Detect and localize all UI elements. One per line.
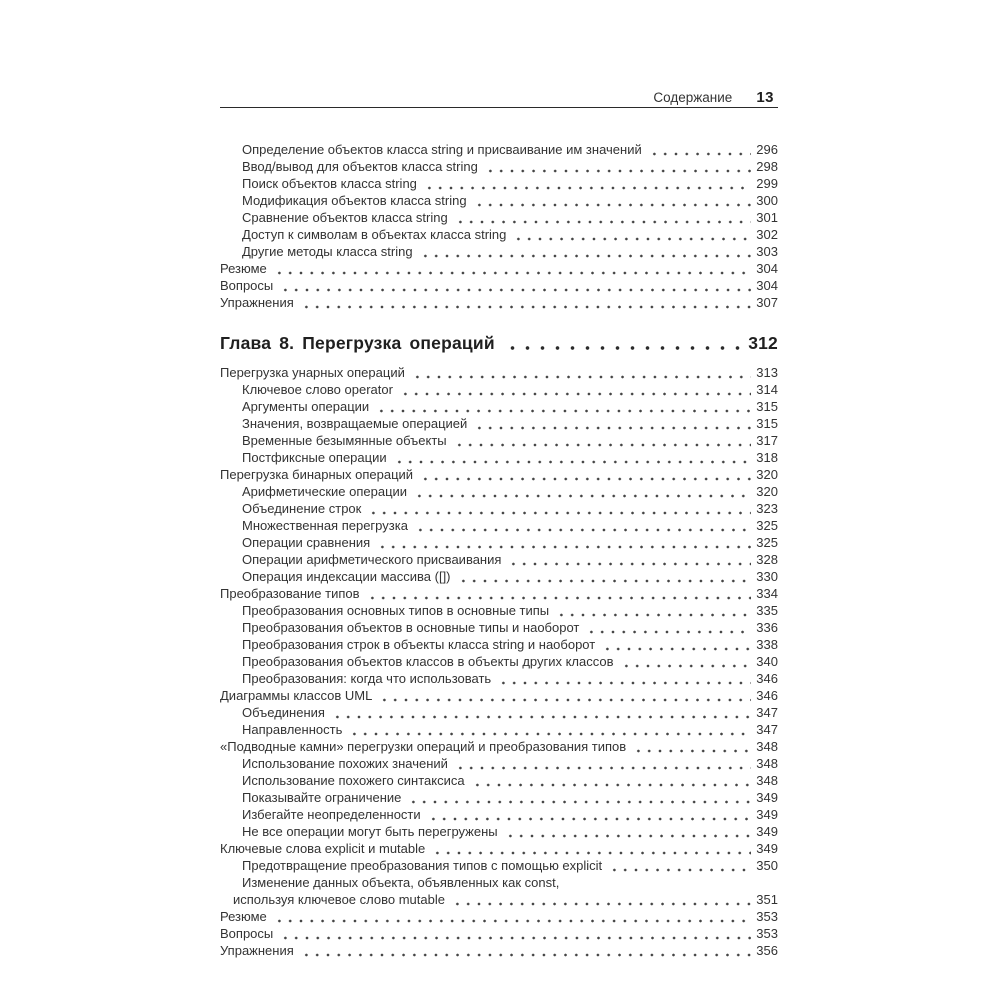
toc-entry-page: 303: [756, 244, 778, 259]
toc-entry-title: «Подводные камни» перегрузки операций и преобразования типов: [220, 739, 627, 754]
toc-entry-title: Направленность: [242, 722, 343, 737]
toc-entry: [220, 277, 778, 294]
toc-entry-title: Объединение строк: [242, 501, 362, 516]
toc-entry-page: 323: [756, 501, 778, 516]
toc-entry-title: Резюме: [220, 909, 267, 924]
dot-leader: [503, 332, 740, 354]
toc-entry: [220, 466, 778, 483]
toc-entry-page: 320: [756, 467, 778, 482]
toc-entry-title: Преобразования основных типов в основные типы: [242, 603, 550, 618]
toc-entry-page: 347: [756, 705, 778, 720]
dot-leader: [450, 891, 751, 908]
toc-entry-page: 296: [756, 142, 778, 157]
toc-entry: [220, 755, 778, 772]
dot-leader: [631, 738, 751, 755]
toc-entry-title: Вопросы: [220, 926, 274, 941]
header-page-number: 13: [756, 89, 774, 106]
toc-entry: [220, 857, 778, 874]
toc-entry-title: Операции арифметического присваивания: [242, 552, 502, 567]
toc-entry: [220, 534, 778, 551]
toc-entry-page: 315: [756, 399, 778, 414]
toc-entry: [220, 449, 778, 466]
dot-leader: [470, 772, 752, 789]
dot-leader: [472, 415, 751, 432]
toc-entry-page: 320: [756, 484, 778, 499]
dot-leader: [456, 568, 752, 585]
toc-entry-page: 351: [756, 892, 778, 907]
toc-entry-page: 313: [756, 365, 778, 380]
toc-entry: [220, 670, 778, 687]
toc-entry: [220, 738, 778, 755]
toc-entry: [220, 942, 778, 959]
toc-entry-title: Аргументы операции: [242, 399, 370, 414]
toc-entry-title: Сравнение объектов класса string: [242, 210, 448, 225]
toc-entry: [220, 432, 778, 449]
toc-entry-page: 349: [756, 824, 778, 839]
toc-entry: [220, 517, 778, 534]
toc-entry-page: 318: [756, 450, 778, 465]
toc-entry-page: 307: [756, 295, 778, 310]
toc-entry-page: 353: [756, 909, 778, 924]
header-section-label: Содержание: [653, 90, 733, 105]
toc-entry-title: Перегрузка унарных операций: [220, 365, 405, 380]
toc-entry-title: Модификация объектов класса string: [242, 193, 467, 208]
toc-entry-title: Упражнения: [220, 295, 294, 310]
dot-leader: [607, 857, 751, 874]
toc-entry: [220, 568, 778, 585]
dot-leader: [377, 687, 751, 704]
dot-leader: [426, 806, 752, 823]
toc-entry-title: Упражнения: [220, 943, 294, 958]
toc-entry-title: Поиск объектов класса string: [242, 176, 417, 191]
toc-entry: [220, 381, 778, 398]
toc-entry: [220, 840, 778, 857]
toc-entry-page: 346: [756, 688, 778, 703]
toc-entry: [220, 551, 778, 568]
toc-entry: [220, 209, 778, 226]
toc-entry-title: Не все операции могут быть перегружены: [242, 824, 498, 839]
dot-leader: [511, 226, 751, 243]
dot-leader: [272, 908, 752, 925]
toc-entry-title: Предотвращение преобразования типов с помощью explicit: [242, 858, 603, 873]
toc-entry: [220, 483, 778, 500]
toc-entry: [220, 687, 778, 704]
dot-leader: [365, 585, 752, 602]
toc-entry-page: 348: [756, 773, 778, 788]
toc-entry: [220, 141, 778, 158]
dot-leader: [374, 398, 751, 415]
toc-entry-page: 349: [756, 790, 778, 805]
toc-entry-page: 304: [756, 278, 778, 293]
toc-entry-page: 348: [756, 739, 778, 754]
dot-leader: [418, 466, 751, 483]
toc-entry-title: Множественная перегрузка: [242, 518, 408, 533]
toc-entry-title: Ключевое слово operator: [242, 382, 393, 397]
toc-entry-title: Операции сравнения: [242, 535, 371, 550]
dot-leader: [272, 260, 752, 277]
toc-entry: [220, 415, 778, 432]
toc-entry-page: 335: [756, 603, 778, 618]
chapter-title: Глава 8. Перегрузка операций: [220, 333, 495, 353]
toc-entry-title: Вопросы: [220, 278, 274, 293]
dot-leader: [503, 823, 752, 840]
toc-entry: [220, 908, 778, 925]
toc-entry-page: 298: [756, 159, 778, 174]
toc-entry-page: 348: [756, 756, 778, 771]
toc-entry-page: 325: [756, 518, 778, 533]
toc-entry: [220, 619, 778, 636]
toc-entry-page: 317: [756, 433, 778, 448]
dot-leader: [619, 653, 752, 670]
toc-entry: [220, 364, 778, 381]
page-content: [220, 90, 778, 959]
dot-leader: [506, 551, 751, 568]
table-of-contents: [220, 141, 778, 959]
dot-leader: [278, 277, 751, 294]
toc-entry-title: Преобразования объектов в основные типы и наоборот: [242, 620, 580, 635]
toc-entry-title: Операция индексации массива ([]): [242, 569, 451, 584]
toc-entry-title: Постфиксные операции: [242, 450, 387, 465]
toc-entry-title: Ключевые слова explicit и mutable: [220, 841, 426, 856]
toc-entry: [220, 294, 778, 311]
toc-entry-title: Преобразования: когда что использовать: [242, 671, 492, 686]
toc-entry: [220, 704, 778, 721]
toc-entry: [220, 653, 778, 670]
dot-leader: [406, 789, 751, 806]
toc-entry-title: Ввод/вывод для объектов класса string: [242, 159, 478, 174]
toc-entry-page: 299: [756, 176, 778, 191]
toc-entry-page: 338: [756, 637, 778, 652]
toc-entry: [220, 874, 778, 891]
toc-entry-title: Использование похожего синтаксиса: [242, 773, 465, 788]
toc-entry-page: 347: [756, 722, 778, 737]
toc-entry-title: Преобразования строк в объекты класса string и наоборот: [242, 637, 596, 652]
toc-entry: [220, 789, 778, 806]
toc-entry-page: 356: [756, 943, 778, 958]
toc-entry-title: Использование похожих значений: [242, 756, 448, 771]
toc-block: [220, 364, 778, 959]
toc-entry-title: Диаграммы классов UML: [220, 688, 373, 703]
dot-leader: [413, 517, 751, 534]
toc-entry-title: Изменение данных объекта, объявленных как const,: [242, 875, 560, 890]
toc-entry-page: 350: [756, 858, 778, 873]
toc-entry-page: 353: [756, 926, 778, 941]
toc-entry-page: 302: [756, 227, 778, 242]
dot-leader: [330, 704, 751, 721]
toc-entry-title: Преобразование типов: [220, 586, 360, 601]
toc-entry-title: Объединения: [242, 705, 325, 720]
toc-entry-title: Временные безымянные объекты: [242, 433, 447, 448]
toc-entry-title: Показывайте ограничение: [242, 790, 402, 805]
toc-entry-title: Определение объектов класса string и присваивание им значений: [242, 142, 642, 157]
dot-leader: [452, 432, 752, 449]
toc-entry-title: Перегрузка бинарных операций: [220, 467, 414, 482]
dot-leader: [422, 175, 751, 192]
chapter-heading: [220, 332, 778, 354]
toc-entry-page: 314: [756, 382, 778, 397]
toc-entry-title: используя ключевое слово mutable: [233, 892, 445, 907]
toc-entry-page: 304: [756, 261, 778, 276]
toc-entry: [220, 806, 778, 823]
toc-entry: [220, 636, 778, 653]
toc-entry: [220, 823, 778, 840]
dot-leader: [347, 721, 751, 738]
toc-entry-page: 300: [756, 193, 778, 208]
toc-entry-page: 315: [756, 416, 778, 431]
dot-leader: [392, 449, 752, 466]
dot-leader: [299, 942, 752, 959]
dot-leader: [278, 925, 751, 942]
toc-entry: [220, 721, 778, 738]
dot-leader: [472, 192, 752, 209]
toc-entry: [220, 226, 778, 243]
toc-entry-page: 349: [756, 807, 778, 822]
dot-leader: [412, 483, 751, 500]
toc-entry: [220, 243, 778, 260]
dot-leader: [410, 364, 751, 381]
page-header: [220, 90, 778, 105]
toc-entry-page: 349: [756, 841, 778, 856]
toc-entry-page: 346: [756, 671, 778, 686]
toc-entry: [220, 602, 778, 619]
header-rule: [220, 107, 778, 108]
dot-leader: [430, 840, 751, 857]
dot-leader: [299, 294, 752, 311]
toc-entry-title: Избегайте неопределенности: [242, 807, 421, 822]
toc-entry-page: 325: [756, 535, 778, 550]
dot-leader: [554, 602, 751, 619]
chapter-page-number: 312: [748, 333, 778, 353]
dot-leader: [398, 381, 751, 398]
toc-entry: [220, 192, 778, 209]
toc-entry-page: 328: [756, 552, 778, 567]
toc-entry: [220, 925, 778, 942]
toc-entry-page: 336: [756, 620, 778, 635]
toc-entry-continuation: [220, 891, 778, 908]
dot-leader: [496, 670, 751, 687]
toc-entry-title: Доступ к символам в объектах класса string: [242, 227, 507, 242]
dot-leader: [483, 158, 751, 175]
toc-entry: [220, 585, 778, 602]
dot-leader: [418, 243, 752, 260]
toc-entry-page: 301: [756, 210, 778, 225]
toc-entry: [220, 158, 778, 175]
toc-entry-title: Арифметические операции: [242, 484, 408, 499]
dot-leader: [366, 500, 751, 517]
toc-entry-title: Резюме: [220, 261, 267, 276]
toc-entry-title: Значения, возвращаемые операцией: [242, 416, 468, 431]
dot-leader: [600, 636, 751, 653]
toc-entry: [220, 175, 778, 192]
dot-leader: [453, 755, 751, 772]
toc-entry: [220, 772, 778, 789]
toc-entry-title: Преобразования объектов классов в объекты других классов: [242, 654, 614, 669]
toc-entry: [220, 398, 778, 415]
toc-entry: [220, 500, 778, 517]
toc-entry-title: Другие методы класса string: [242, 244, 413, 259]
dot-leader: [375, 534, 751, 551]
toc-entry-page: 340: [756, 654, 778, 669]
toc-block: [220, 141, 778, 311]
dot-leader: [453, 209, 752, 226]
dot-leader: [584, 619, 751, 636]
toc-entry-page: 334: [756, 586, 778, 601]
dot-leader: [647, 141, 752, 158]
toc-entry: [220, 260, 778, 277]
toc-entry-page: 330: [756, 569, 778, 584]
